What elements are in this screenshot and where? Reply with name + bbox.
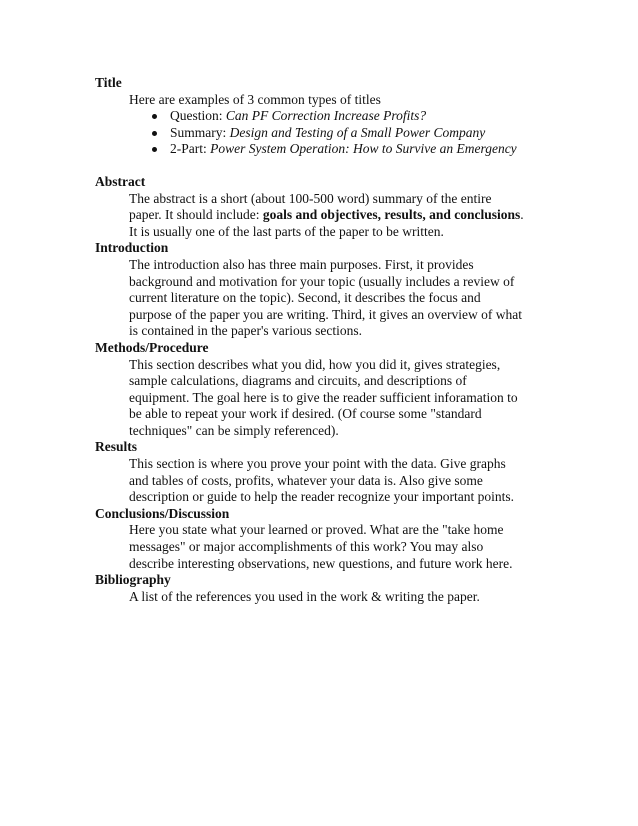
conclusions-line: messages" or major accomplishments of this work? You may also xyxy=(129,539,484,555)
abstract-body xyxy=(95,191,565,241)
methods-line: techniques" can be simply referenced). xyxy=(129,422,339,438)
example-label: Question: xyxy=(170,108,226,124)
section-spacer xyxy=(95,158,565,174)
title-heading: Title xyxy=(95,75,122,90)
example-label: 2-Part: xyxy=(170,141,211,157)
bullet-icon xyxy=(152,147,157,152)
bibliography-line: A list of the references you used in the work & writing the paper. xyxy=(129,588,480,604)
conclusions-heading: Conclusions/Discussion xyxy=(95,505,230,521)
results-line: and tables of costs, profits, whatever your data is. Also give some xyxy=(129,472,483,488)
example-text: Can PF Correction Increase Profits? xyxy=(225,108,427,124)
introduction-heading: Introduction xyxy=(95,240,169,256)
methods-line: This section describes what you did, how you did it, gives strategies, xyxy=(129,356,501,372)
title-example-question xyxy=(152,108,565,125)
bibliography-body xyxy=(95,589,565,606)
introduction-line: The introduction also has three main purposes. First, it provides xyxy=(129,256,474,272)
abstract-line-2-pre: paper. It should include: xyxy=(129,207,263,223)
abstract-heading: Abstract xyxy=(95,173,146,189)
title-intro: Here are examples of 3 common types of titles xyxy=(129,91,381,107)
bibliography-heading: Bibliography xyxy=(95,572,171,588)
bullet-icon xyxy=(152,131,157,136)
conclusions-body xyxy=(95,522,565,572)
methods-line: sample calculations, diagrams and circuits, and descriptions of xyxy=(129,373,467,389)
abstract-line-3: It is usually one of the last parts of the paper to be written. xyxy=(129,223,444,239)
abstract-line-2 xyxy=(129,207,565,224)
results-line: This section is where you prove your point with the data. Give graphs xyxy=(129,456,506,472)
methods-heading: Methods/Procedure xyxy=(95,339,209,355)
document-content xyxy=(95,75,565,605)
methods-line: be able to repeat your work if desired. (Of course some "standard xyxy=(129,406,482,422)
methods-body xyxy=(95,357,565,440)
example-text: Power System Operation: How to Survive an Emergency xyxy=(210,141,517,157)
abstract-line-1: The abstract is a short (about 100-500 word) summary of the entire xyxy=(129,190,492,206)
title-example-summary xyxy=(152,125,565,142)
abstract-line-2-post: . xyxy=(520,207,524,223)
introduction-line: background and motivation for your topic (usually includes a review of xyxy=(129,273,515,289)
introduction-body xyxy=(95,257,565,340)
example-text: Design and Testing of a Small Power Company xyxy=(229,124,486,140)
results-line: description or guide to help the reader recognize your important points. xyxy=(129,489,515,505)
abstract-key-points: goals and objectives, results, and conclusions xyxy=(262,207,521,223)
title-examples-list xyxy=(95,108,565,158)
methods-line: equipment. The goal here is to give the reader sufficient inforamation to xyxy=(129,389,518,405)
results-body xyxy=(95,456,565,506)
bullet-icon xyxy=(152,114,157,119)
introduction-line: is contained in the paper's various sections. xyxy=(129,323,363,339)
introduction-line: current literature on the topic). Second, it describes the focus and xyxy=(129,290,481,306)
introduction-line: purpose of the paper you are writing. Third, it gives an overview of what xyxy=(129,306,523,322)
example-label: Summary: xyxy=(170,124,230,140)
conclusions-line: Here you state what your learned or proved. What are the "take home xyxy=(129,522,504,538)
conclusions-line: describe interesting observations, new questions, and future work here. xyxy=(129,555,513,571)
title-example-2part xyxy=(152,141,565,158)
results-heading: Results xyxy=(95,439,138,455)
